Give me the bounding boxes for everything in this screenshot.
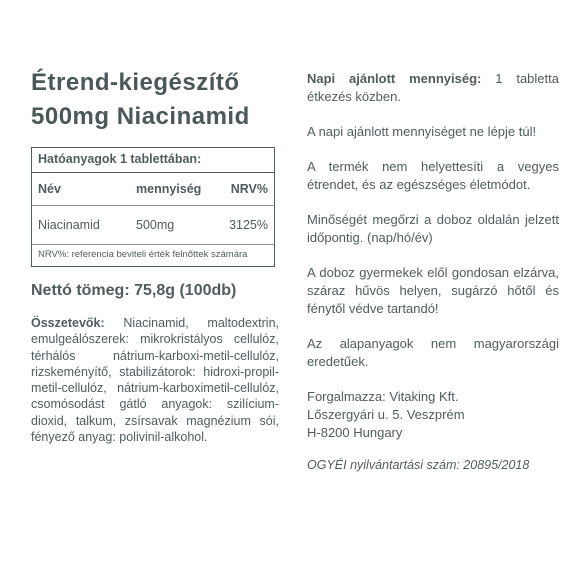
dosage-body: 1 tabletta étkezés közben. xyxy=(307,71,559,104)
title-line-1: Étrend-kiegészítő xyxy=(31,69,240,96)
registration-number: OGYÉI nyilvántartási szám: 20895/2018 xyxy=(307,458,530,472)
distributor-block xyxy=(307,388,559,442)
best-before: Minőségét megőrzi a doboz oldalán jelzett időpontig. (nap/hó/év) xyxy=(307,212,559,245)
ingredients-label: Összetevők: xyxy=(31,316,105,330)
product-title xyxy=(31,66,279,134)
origin-note: Az alapanyagok nem magyarországi eredetűek. xyxy=(307,336,559,369)
column-header-nrv: NRV% xyxy=(230,182,268,196)
column-header-name: Név xyxy=(38,182,61,196)
table-header-row xyxy=(32,173,274,206)
table-row xyxy=(32,206,274,244)
cell-amount: 500mg xyxy=(136,218,175,232)
title-line-2: 500mg Niacinamid xyxy=(31,103,250,130)
active-ingredients-table xyxy=(31,147,275,267)
column-header-amount: mennyiség xyxy=(136,182,202,196)
dosage-label: Napi ajánlott mennyiség: xyxy=(307,71,482,86)
ingredients-body: Niacinamid, maltodextrin, emulgeálószerek: mikrokristályos cellulóz, térhálós nátrium-karboxi-metil-cellulóz, rizskeményítő, stabilizátorok: hidroxi-propil-metil-cellulóz, nátrium-karboximetil-cellulóz, csomósodást gátló anyagok: szilícium-dioxid, talkum, zsírsavak magnézium sói, fényező anyag: polivinil-alkohol. xyxy=(31,316,279,445)
table-footnote: NRV%: referencia beviteli érték felnőttek számára xyxy=(32,244,274,266)
right-column xyxy=(307,70,559,472)
distributor-line-1: Forgalmazza: Vitaking Kft. xyxy=(307,389,459,404)
net-weight: Nettó tömeg: 75,8g (100db) xyxy=(31,282,237,299)
warning-diet: A termék nem helyettesíti a vegyes étrendet, és az egészséges életmódot. xyxy=(307,159,559,192)
table-heading: Hatóanyagok 1 tablettában: xyxy=(32,148,274,173)
distributor-line-2: Lőszergyári u. 5. Veszprém xyxy=(307,407,465,422)
left-column xyxy=(31,66,279,445)
distributor-line-3: H-8200 Hungary xyxy=(307,425,403,440)
cell-nrv: 3125% xyxy=(229,218,268,232)
cell-name: Niacinamid xyxy=(38,218,100,232)
storage-instructions: A doboz gyermekek elől gondosan elzárva, száraz hűvös helyen, sugárzó hőtől és fénytől védve tartandó! xyxy=(307,265,559,316)
dosage-text xyxy=(307,70,559,106)
warning-dosage: A napi ajánlott mennyiséget ne lépje túl! xyxy=(307,124,537,139)
ingredients-text xyxy=(31,315,279,445)
